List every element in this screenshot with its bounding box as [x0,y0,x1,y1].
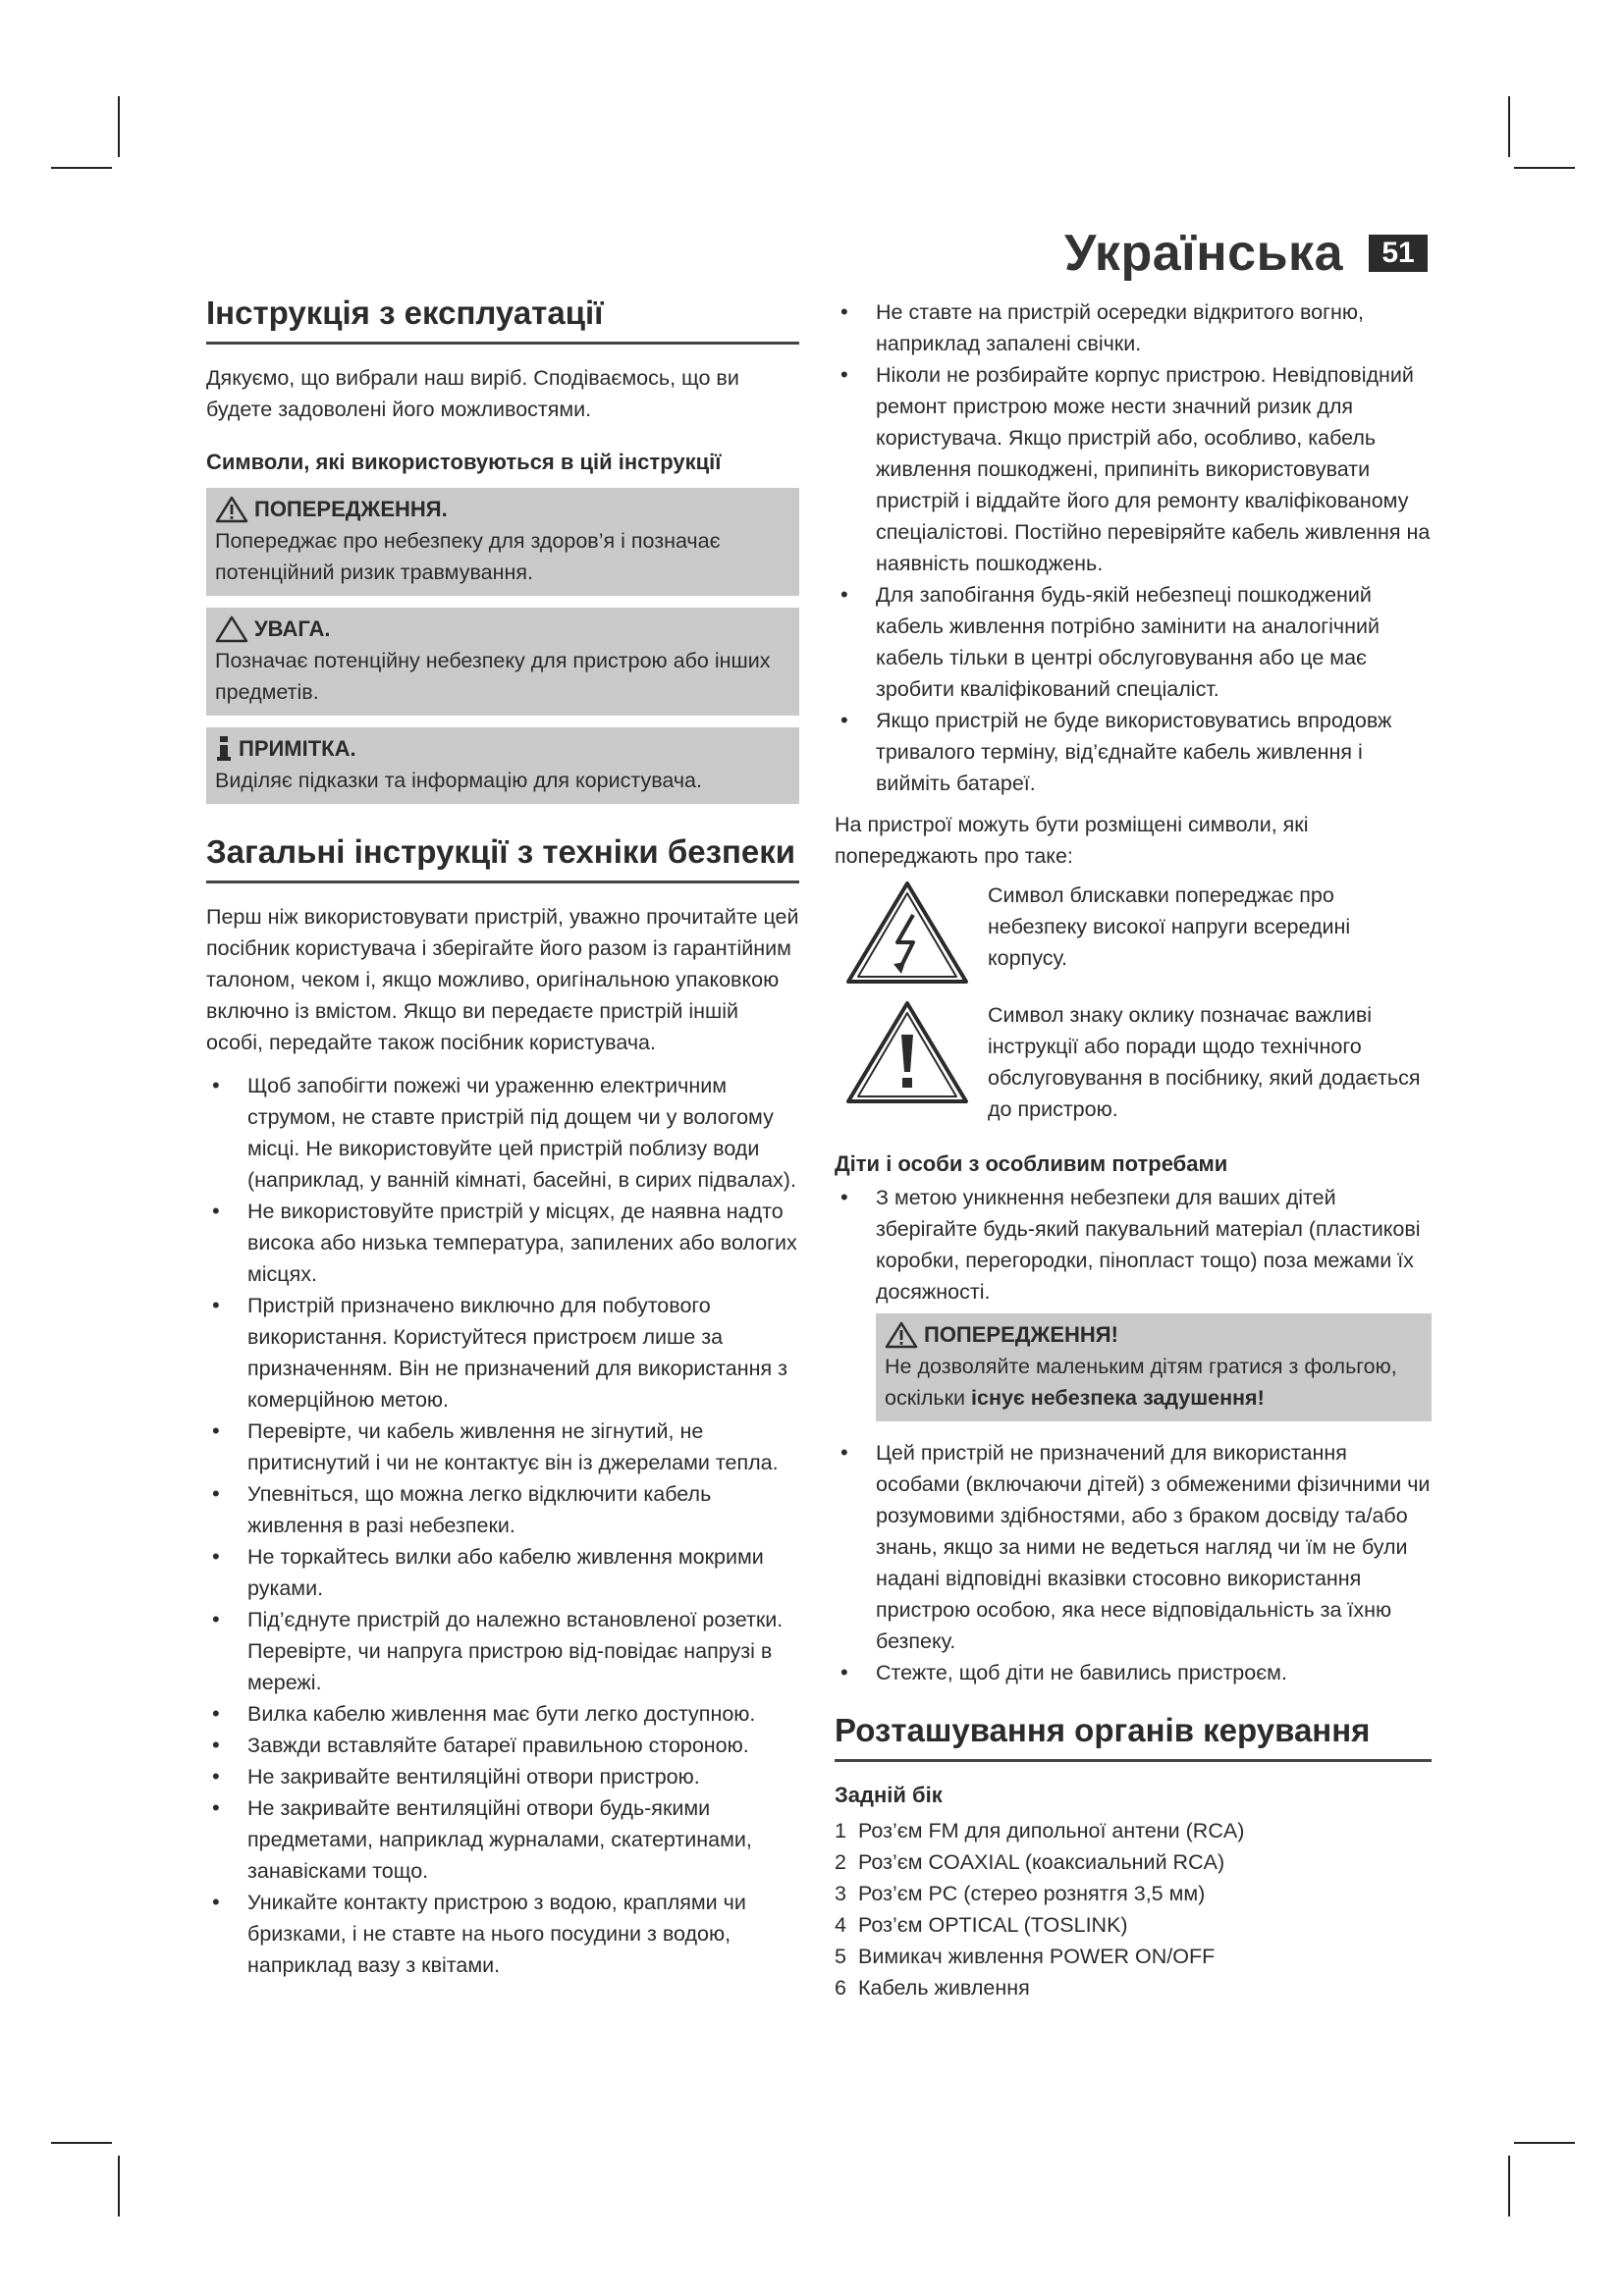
warning-triangle-icon [885,1321,918,1349]
lightning-warning-icon [844,880,970,986]
note-title: ПОПЕРЕДЖЕННЯ. [254,496,448,521]
left-column [206,294,799,1991]
crop-mark [118,2156,120,2216]
list-item: • Не ставте на пристрій осередки відкритого вогню, наприклад запалені свічки. [835,296,1432,359]
item-label: Роз’єм COAXIAL (коаксиальний RCA) [858,1849,1225,1874]
crop-mark [51,2142,112,2144]
item-number: 2 [835,1849,846,1874]
note-title: ПОПЕРЕДЖЕННЯ! [924,1322,1118,1347]
controls-list [835,1815,1432,2003]
symbol-row [835,999,1432,1125]
safety-list [206,1070,799,1981]
children-heading: Діти і особи з особливим потребами [835,1151,1228,1176]
note-text: Позначає потенційну небезпеку для пристрою або інших предметів. [215,648,771,704]
list-item: • Не торкайтесь вилки або кабелю живлення мокрими руками. [206,1541,799,1604]
page-number: 51 [1369,235,1428,272]
note-text [885,1351,1424,1414]
crop-mark [1508,2156,1510,2216]
crop-mark [1514,167,1575,169]
caution-triangle-icon [215,615,248,643]
list-item [835,1846,1432,1878]
back-side-heading: Задній бік [835,1782,943,1807]
note-text-plain: Не дозволяйте маленьким дітям гратися з фольгою, оскільки [885,1355,1397,1410]
symbols-heading: Символи, які використовуються в цій інструкції [206,449,722,474]
list-item: • Уникайте контакту пристрою з водою, краплями чи бризками, і не ставте на нього посудини з водою, наприклад вазу з квітами. [206,1887,799,1981]
note-text-bold: існує небезпека задушення! [971,1386,1265,1410]
list-item: • Ніколи не розбирайте корпус пристрою. Невідповідний ремонт пристрою може нести значний ризик для користувача. Якщо пристрій або, особливо, кабель живлення пошкоджені, припиніть використовувати пристрій і віддайте його для ремонту кваліфікованому спеціалістові. Постійно перевіряйте кабель живлення на наявність пошкоджень. [835,359,1432,579]
symbol-text: Символ знаку оклику позначає важливі інструкції або поради щодо технічного обслуговування в посібнику, який додається до пристрою. [988,1003,1421,1121]
item-label: Роз’єм OPTICAL (TOSLINK) [858,1912,1128,1937]
list-item: • Упевніться, що можна легко відключити кабель живлення в разі небезпеки. [206,1478,799,1541]
symbols-intro: На пристрої можуть бути розміщені символи, які попереджають про таке: [835,813,1309,868]
list-item: • Не використовуйте пристрій у місцях, де наявна надто висока або низька температура, запилених або вологих місцях. [206,1196,799,1290]
list-item: • Перевірте, чи кабель живлення не зігнутий, не притиснутий і чи не контактує він із джерелами тепла. [206,1415,799,1478]
note-title: ПРИМІТКА. [239,735,356,761]
crop-mark [51,167,112,169]
item-number: 6 [835,1975,846,2000]
warning-triangle-icon [215,496,248,523]
section-title-controls: Розташування органів керування [835,1712,1432,1762]
symbol-text: Символ блискавки попереджає про небезпеку високої напруги всередині корпусу. [988,883,1351,970]
note-caution [206,608,799,716]
page-header [1064,224,1428,283]
list-item [835,1878,1432,1909]
list-item: • Не закривайте вентиляційні отвори пристрою. [206,1761,799,1792]
list-item: • Під’єднуте пристрій до належно встановленої розетки. Перевірте, чи напруга пристрою від-повідає напрузі в мережі. [206,1604,799,1698]
list-item [835,1972,1432,2003]
list-item: • Для запобігання будь-якій небезпеці пошкоджений кабель живлення потрібно замінити на аналогічний кабель тільки в центрі обслуговування або це має зробити кваліфікований спеціаліст. [835,579,1432,705]
language-title: Українська [1064,225,1343,282]
note-text: Виділяє підказки та інформацію для користувача. [215,768,702,792]
list-item [835,1941,1432,1972]
item-label: Роз’єм FM для дипольної антени (RCA) [858,1818,1245,1842]
list-item: • Завжди вставляйте батареї правильною стороною. [206,1730,799,1761]
note-info [206,727,799,804]
item-number: 4 [835,1912,846,1937]
symbol-row [835,880,1432,986]
item-number: 5 [835,1944,846,1968]
item-label: Кабель живлення [858,1975,1030,2000]
note-warning-children [876,1313,1432,1421]
crop-mark [118,96,120,157]
intro-text: Дякуємо, що вибрали наш виріб. Сподіваємось, що ви будете задоволені його можливостями. [206,365,739,421]
list-item: • Щоб запобігти пожежі чи ураженню електричним струмом, не ставте пристрій під дощем чи у вологому місці. Не використовуйте цей пристрій поблизу води (наприклад, у ванній кімнаті, басейні, в сирих підвалах). [206,1070,799,1196]
list-item: • Якщо пристрій не буде використовуватись впродовж тривалого терміну, від’єднайте кабель живлення і вийміть батареї. [835,705,1432,799]
section-title-manual: Інструкція з експлуатації [206,294,799,345]
list-item: • Стежте, щоб діти не бавились пристроєм. [835,1657,1432,1688]
info-icon [215,735,233,763]
item-number: 1 [835,1818,846,1842]
children-list-continued [835,1437,1432,1688]
safety-intro: Перш ніж використовувати пристрій, уважно прочитайте цей посібник користувача і зберігайте його разом із гарантійним талоном, чеком і, якщо можливо, оригінальною упаковкою включно із вмістом. Якщо ви передаєте пристрій іншій особі, передайте також посібник користувача. [206,904,799,1054]
note-text: Попереджає про небезпеку для здоров’я і позначає потенційний ризик травмування. [215,528,721,584]
crop-mark [1508,96,1510,157]
list-item: • Вилка кабелю живлення має бути легко доступною. [206,1698,799,1730]
children-list [835,1182,1432,1308]
crop-mark [1514,2142,1575,2144]
list-item: • Цей пристрій не призначений для використання особами (включаючи дітей) з обмеженими фізичними чи розумовими здібностями, або з браком досвіду та/або знань, якщо за ними не ведеться нагляд чи їм не були надані відповідні вказівки стосовно використання пристрою особою, яка несе відповідальність за їхню безпеку. [835,1437,1432,1657]
item-label: Роз’єм PC (стерео рознятгя 3,5 мм) [858,1881,1206,1905]
section-title-safety: Загальні інструкції з техніки безпеки [206,833,799,883]
exclamation-warning-icon [844,999,970,1105]
item-label: Вимикач живлення POWER ON/OFF [858,1944,1216,1968]
list-item [835,1909,1432,1941]
list-item: • З метою уникнення небезпеки для ваших дітей зберігайте будь-який пакувальний матеріал (пластикові коробки, перегородки, пінопласт тощо) поза межами їх досяжності. [835,1182,1432,1308]
note-title: УВАГА. [254,615,331,641]
list-item: • Пристрій призначено виключно для побутового використання. Користуйтеся пристроєм лише за призначенням. Він не призначений для використання з комерційною метою. [206,1290,799,1415]
note-warning [206,488,799,596]
list-item: • Не закривайте вентиляційні отвори будь-якими предметами, наприклад журналами, скатертинами, занавісками тощо. [206,1792,799,1887]
list-item [835,1815,1432,1846]
right-column [835,296,1432,2003]
safety-list-continued [835,296,1432,799]
item-number: 3 [835,1881,846,1905]
